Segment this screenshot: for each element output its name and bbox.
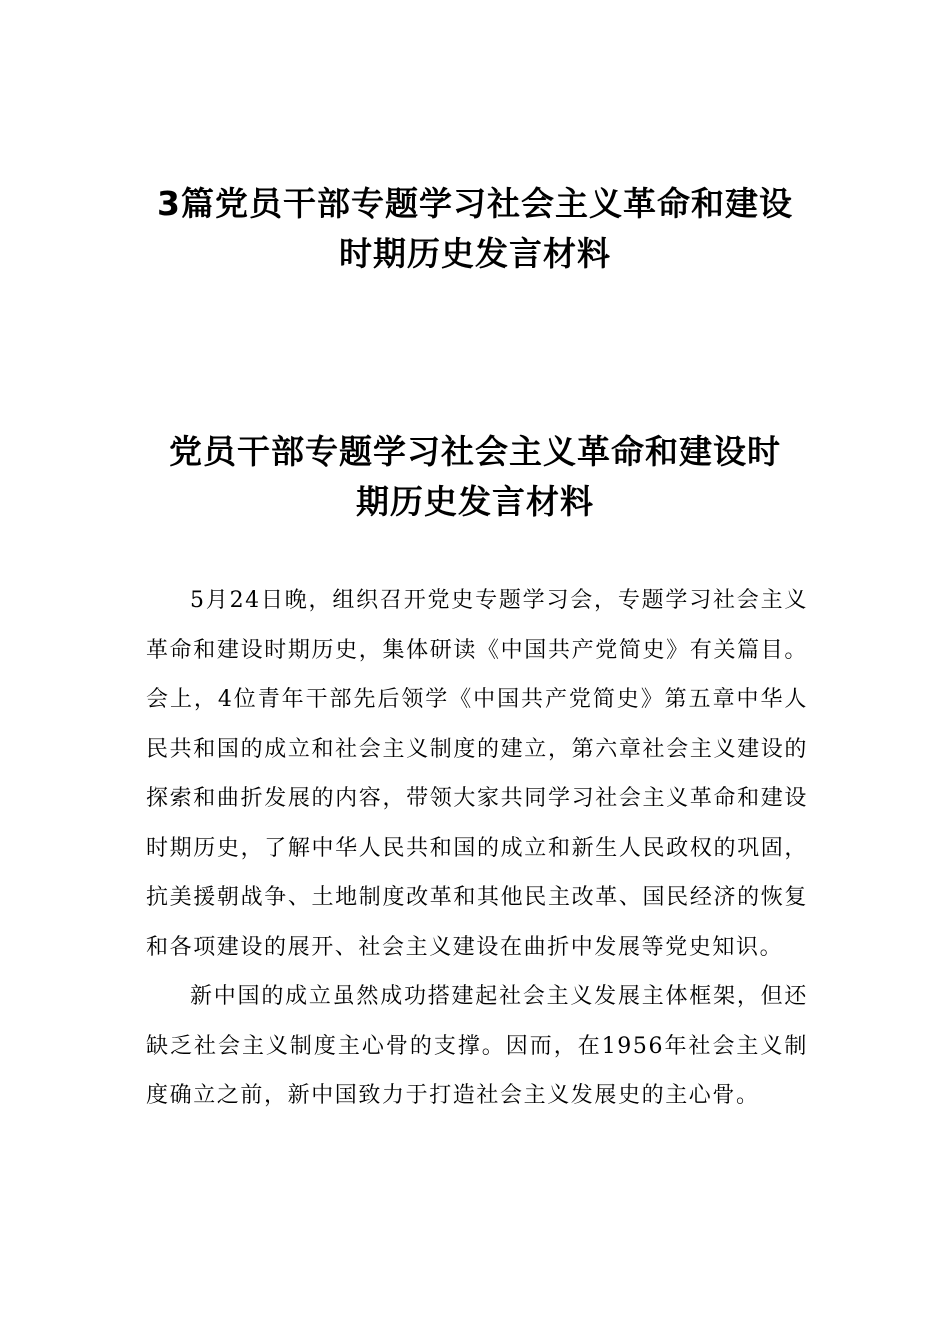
section-title-line-1: 党员干部专题学习社会主义革命和建设时 (169, 432, 781, 471)
section-title (130, 427, 820, 527)
document-body (146, 576, 808, 1121)
main-title-line-2: 时期历史发言材料 (339, 234, 611, 273)
section-title-line-2: 期历史发言材料 (356, 482, 594, 521)
main-title-line-1: 3篇党员干部专题学习社会主义革命和建设 (157, 184, 793, 223)
document-main-title (130, 179, 820, 279)
body-paragraph-2: 新中国的成立虽然成功搭建起社会主义发展主体框架，但还缺乏社会主义制度主心骨的支撑。因而，在1956年社会主义制度确立之前，新中国致力于打造社会主义发展史的主心骨。 (146, 984, 808, 1108)
body-paragraph-1: 5月24日晚，组织召开党史专题学习会，专题学习社会主义革命和建设时期历史，集体研读《中国共产党简史》有关篇目。会上，4位青年干部先后领学《中国共产党简史》第五章中华人民共和国的成立和社会主义制度的建立，第六章社会主义建设的探索和曲折发展的内容，带领大家共同学习社会主义革命和建设时期历史，了解中华人民共和国的成立和新生人民政权的巩固，抗美援朝战争、土地制度改革和其他民主改革、国民经济的恢复和各项建设的展开、社会主义建设在曲折中发展等党史知识。 (146, 588, 808, 960)
